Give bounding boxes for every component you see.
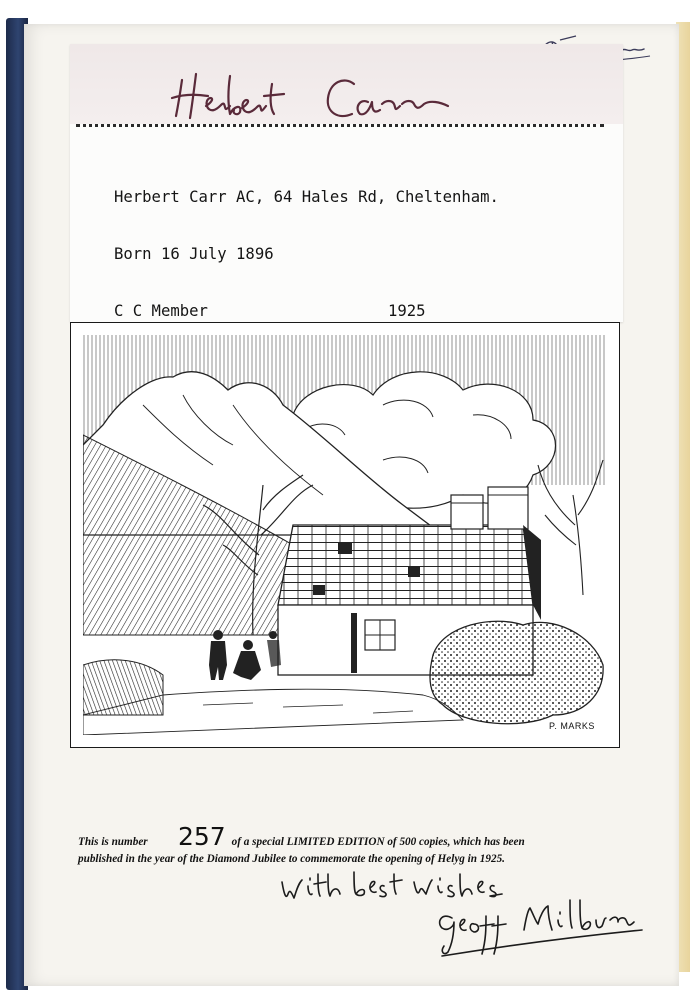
edition-statement-line1	[78, 836, 525, 848]
role-years: 1925	[388, 302, 426, 320]
artist-credit: P. MARKS	[549, 721, 595, 731]
hut-drawing	[83, 335, 607, 735]
born-line: Born 16 July 1896	[114, 245, 274, 263]
role-row	[114, 302, 499, 321]
edition-number: 257	[178, 822, 226, 851]
address-line: Herbert Carr AC, 64 Hales Rd, Cheltenham.	[114, 188, 499, 206]
handwritten-name-signature	[168, 54, 458, 134]
role-label: C C Member	[114, 302, 208, 320]
edition-statement-line2: published in the year of the Diamond Jubilee to commemorate the opening of Helyg in 1925.	[78, 853, 505, 865]
hut-illustration	[70, 322, 620, 748]
edition-suffix: of a special LIMITED EDITION of 500 copies, which has been	[231, 836, 525, 848]
handwritten-dedication	[272, 860, 652, 960]
edition-prefix: This is number	[78, 836, 148, 848]
